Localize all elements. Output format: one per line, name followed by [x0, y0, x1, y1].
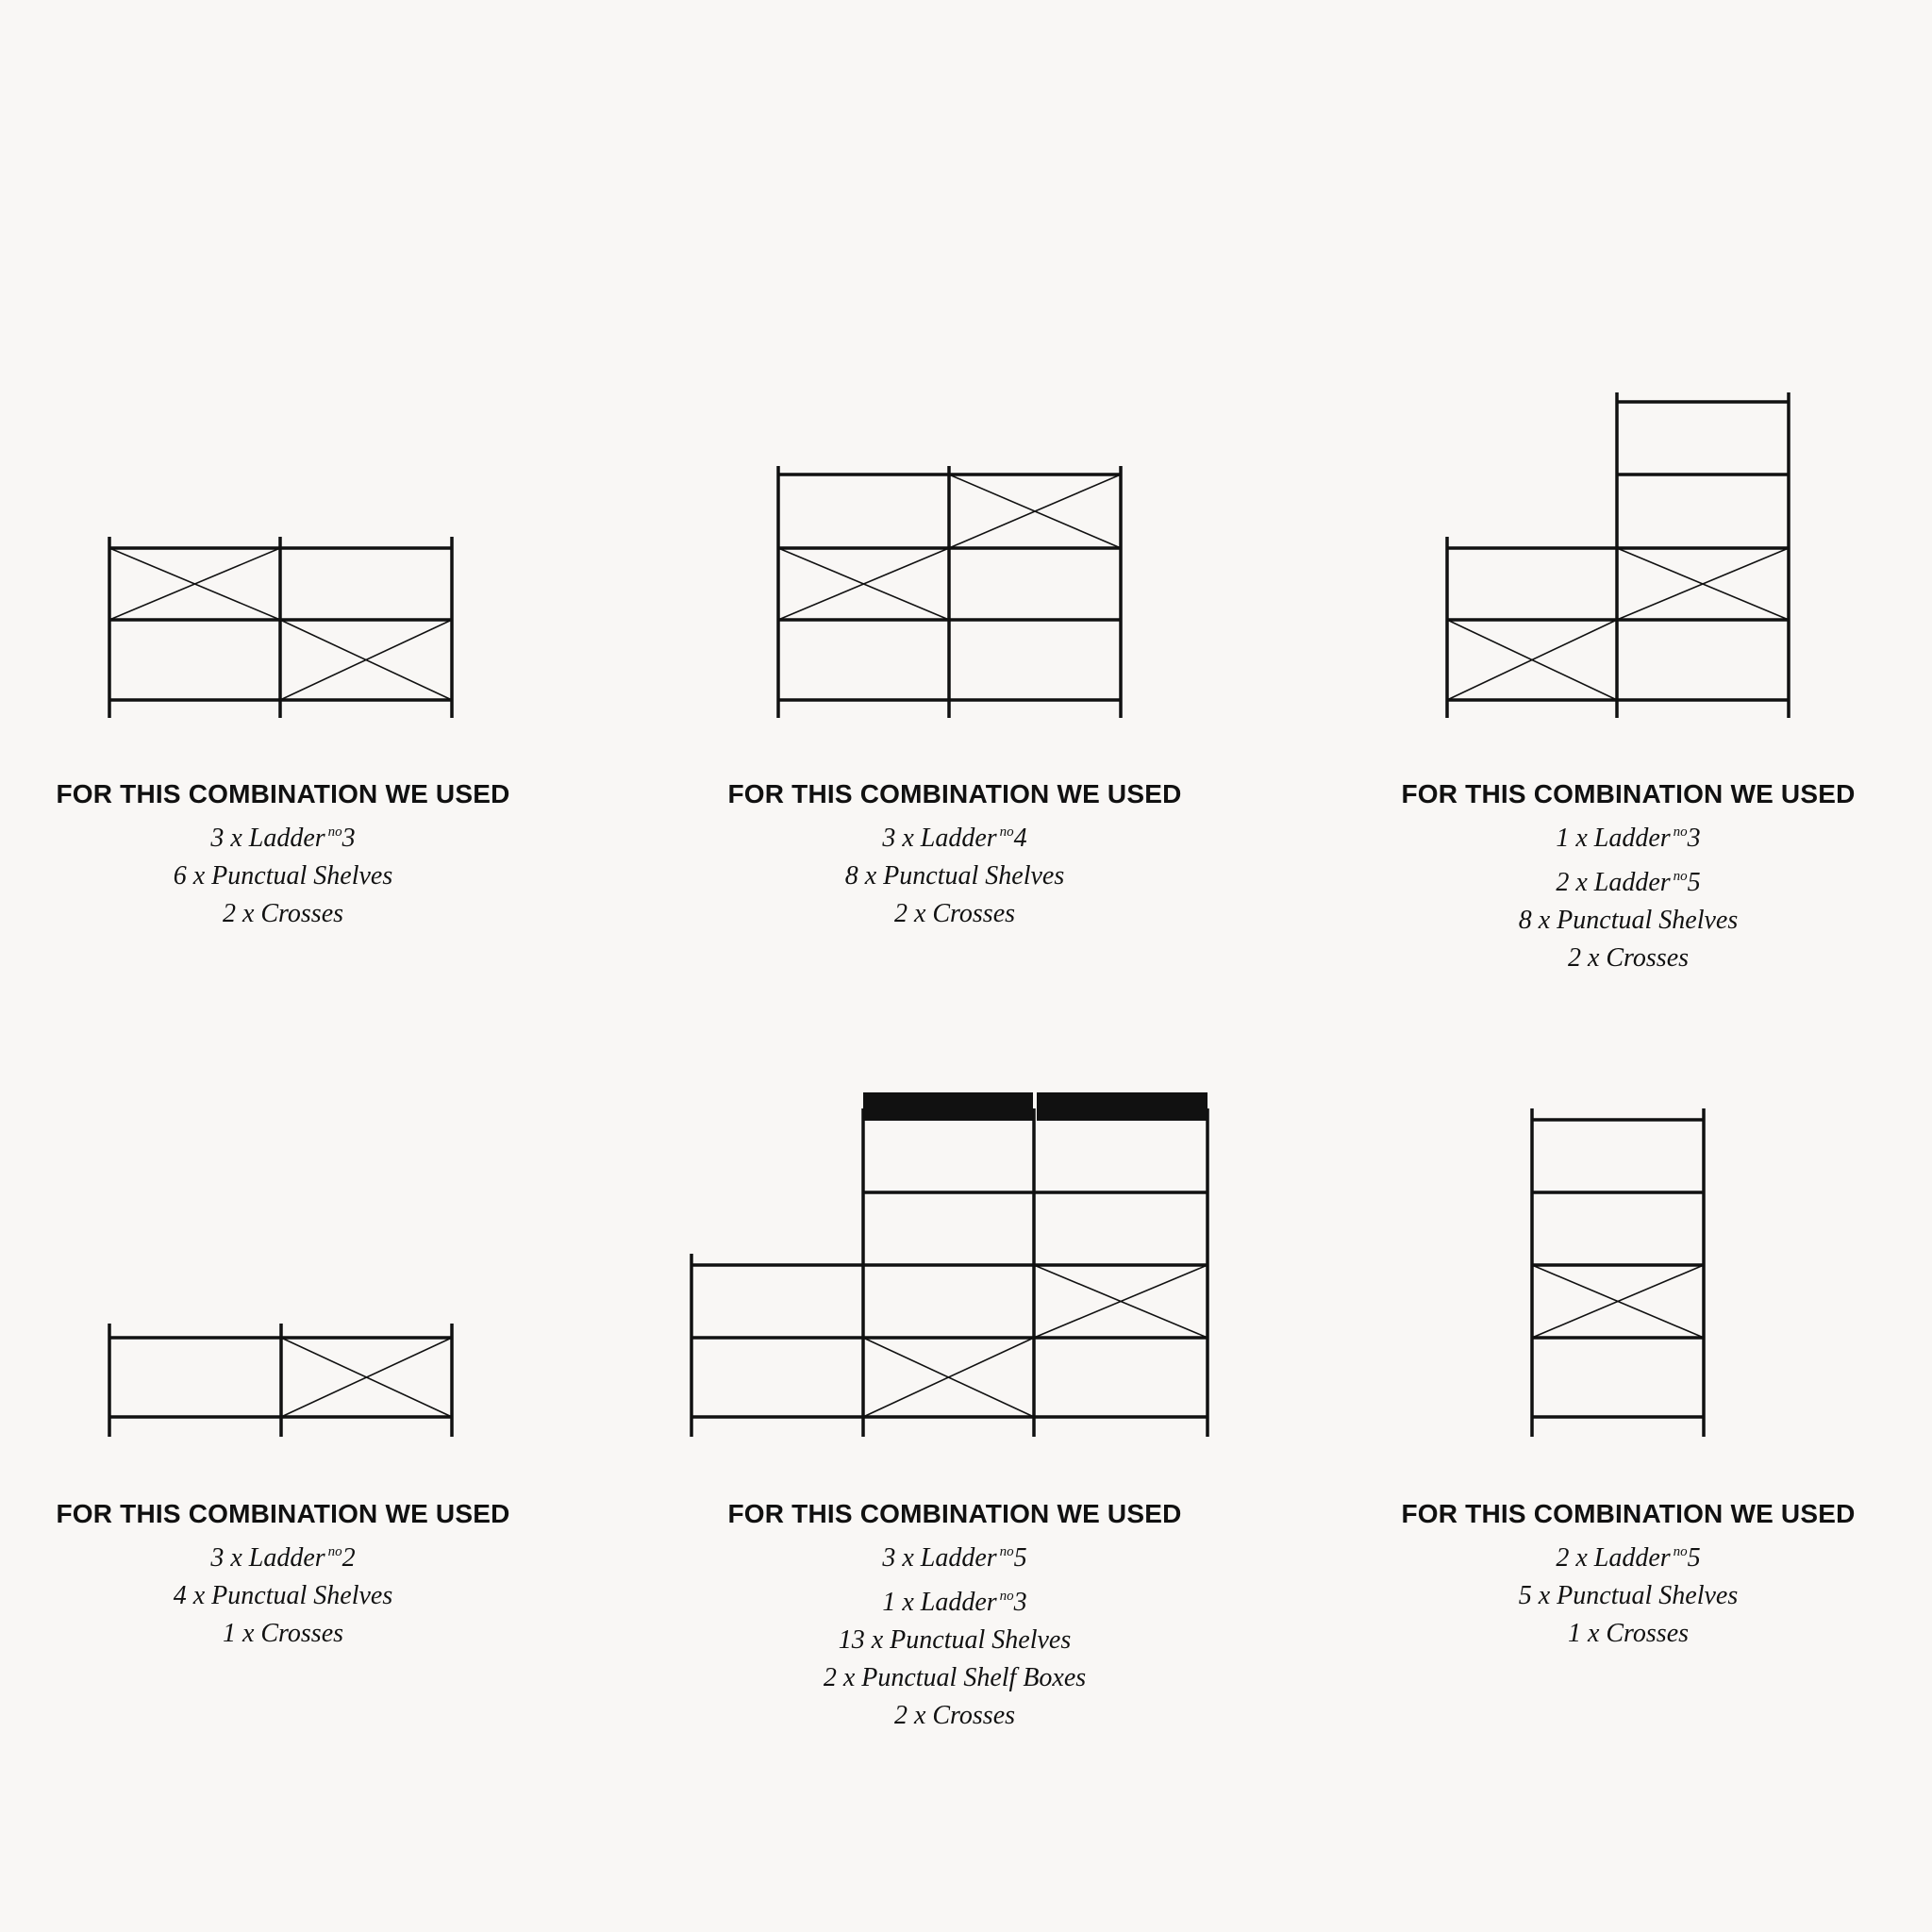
shelf	[1532, 1120, 1704, 1417]
ladder-number: 3	[341, 824, 356, 853]
component-text: 1 x Ladder	[882, 1588, 997, 1617]
component-line	[1345, 813, 1911, 858]
ladder-number: 5	[1687, 868, 1701, 897]
component-text: 3 x Ladder	[210, 1543, 325, 1573]
ladder-post	[109, 537, 452, 718]
shelf-box	[1037, 1092, 1208, 1121]
combination-heading: FOR THIS COMBINATION WE USED	[1401, 1499, 1856, 1528]
cross	[1532, 1265, 1704, 1338]
component-text: 2 x Crosses	[222, 899, 344, 928]
component-line	[672, 1697, 1238, 1735]
ladder-number: 2	[341, 1543, 356, 1573]
shelf-box	[863, 1092, 1033, 1121]
ladder-post	[1532, 1108, 1704, 1437]
ladder-post	[691, 1108, 1208, 1437]
component-line	[1345, 902, 1911, 940]
ladder-number: 5	[1687, 1543, 1701, 1573]
component-line	[672, 813, 1238, 858]
component-line	[672, 858, 1238, 895]
component-text: 2 x Crosses	[893, 899, 1016, 928]
ladder-post	[778, 466, 1121, 718]
combination-caption-3	[1345, 775, 1911, 977]
component-text: 4 x Punctual Shelves	[173, 1581, 393, 1610]
number-abbreviation: no	[999, 1544, 1014, 1559]
ladder-number: 4	[1013, 824, 1027, 853]
combination-heading: FOR THIS COMBINATION WE USED	[727, 1499, 1182, 1528]
component-line	[0, 1615, 566, 1653]
number-abbreviation: no	[1673, 824, 1688, 840]
combination-caption-1	[0, 775, 566, 933]
cross	[281, 1338, 452, 1417]
component-text: 3 x Ladder	[882, 1543, 997, 1573]
component-line	[0, 1533, 566, 1577]
combination-caption-4	[0, 1495, 566, 1653]
component-text: 3 x Ladder	[210, 824, 325, 853]
combination-caption-5	[672, 1495, 1238, 1735]
combination-heading: FOR THIS COMBINATION WE USED	[56, 1499, 510, 1528]
component-text: 2 x Crosses	[893, 1701, 1016, 1730]
component-line	[1345, 1577, 1911, 1615]
shelf-diagram-2	[778, 466, 1121, 718]
component-line	[1345, 1615, 1911, 1653]
component-line	[0, 858, 566, 895]
component-text: 5 x Punctual Shelves	[1518, 1581, 1739, 1610]
component-text: 3 x Ladder	[882, 824, 997, 853]
component-line	[0, 813, 566, 858]
number-abbreviation: no	[1673, 869, 1688, 884]
component-text: 13 x Punctual Shelves	[838, 1625, 1072, 1655]
component-line	[672, 1533, 1238, 1577]
component-line	[672, 1577, 1238, 1622]
number-abbreviation: no	[327, 1544, 342, 1559]
component-text: 1 x Ladder	[1556, 824, 1671, 853]
combination-caption-2	[672, 775, 1238, 933]
shelf-diagram-1	[109, 537, 452, 718]
number-abbreviation: no	[1673, 1544, 1688, 1559]
combination-caption-6	[1345, 1495, 1911, 1653]
shelf-diagram-3	[1447, 392, 1789, 718]
component-text: 8 x Punctual Shelves	[1518, 906, 1739, 935]
component-line	[0, 1577, 566, 1615]
component-text: 2 x Punctual Shelf Boxes	[823, 1663, 1087, 1692]
ladder-post	[1447, 392, 1789, 718]
component-line	[1345, 858, 1911, 902]
component-text: 1 x Crosses	[1567, 1619, 1690, 1648]
component-line	[672, 1622, 1238, 1659]
component-text: 1 x Crosses	[222, 1619, 344, 1648]
component-text: 2 x Crosses	[1567, 943, 1690, 973]
component-text: 2 x Ladder	[1556, 1543, 1671, 1573]
number-abbreviation: no	[327, 824, 342, 840]
component-line	[672, 1659, 1238, 1697]
shelf-diagram-4	[109, 1324, 452, 1437]
component-line	[1345, 940, 1911, 977]
combination-heading: FOR THIS COMBINATION WE USED	[1401, 779, 1856, 808]
shelf-diagram-6	[1532, 1108, 1704, 1437]
component-text: 6 x Punctual Shelves	[173, 861, 393, 891]
ladder-post	[109, 1324, 452, 1437]
combination-heading: FOR THIS COMBINATION WE USED	[727, 779, 1182, 808]
component-line	[672, 895, 1238, 933]
ladder-number: 3	[1013, 1588, 1027, 1617]
ladder-number: 3	[1687, 824, 1701, 853]
component-text: 8 x Punctual Shelves	[844, 861, 1065, 891]
shelf-diagram-5	[691, 1092, 1208, 1437]
component-line	[0, 895, 566, 933]
ladder-number: 5	[1013, 1543, 1027, 1573]
component-text: 2 x Ladder	[1556, 868, 1671, 897]
combination-heading: FOR THIS COMBINATION WE USED	[56, 779, 510, 808]
number-abbreviation: no	[999, 1589, 1014, 1604]
number-abbreviation: no	[999, 824, 1014, 840]
component-line	[1345, 1533, 1911, 1577]
